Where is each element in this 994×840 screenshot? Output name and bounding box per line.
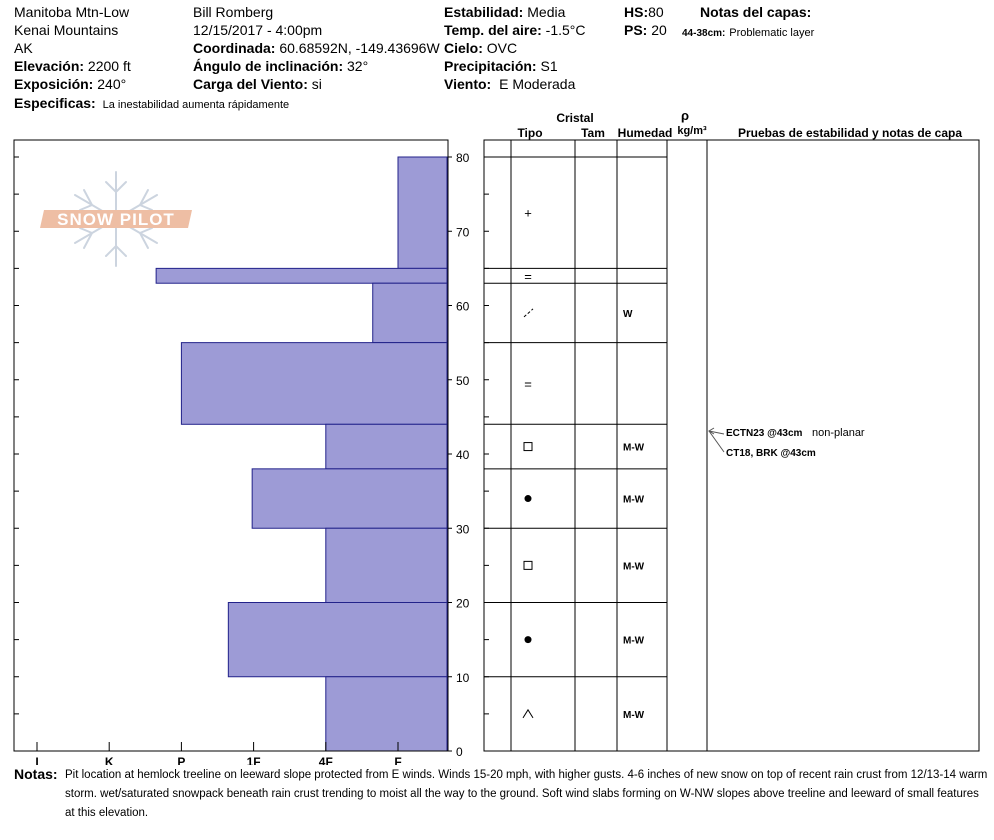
notes-label: Notas:	[14, 766, 58, 782]
exposure-value: 240°	[97, 76, 127, 92]
moisture-label: W	[623, 308, 633, 320]
ps-value: 20	[651, 22, 667, 38]
hs-label: HS:	[624, 4, 649, 20]
snowpilot-logo	[40, 172, 192, 266]
depth-tick-label: 20	[456, 596, 470, 611]
air-temp-value: -1.5°C	[545, 22, 586, 38]
stability-tests	[709, 427, 865, 459]
logo-text: SNOW PILOT	[57, 210, 175, 229]
hardness-tick-label: 4F	[318, 755, 333, 765]
hardness-tick-label: 1F	[246, 755, 261, 765]
hardness-bars	[156, 157, 447, 751]
grain-symbol: +	[524, 205, 532, 221]
moisture-label: M-W	[623, 494, 645, 506]
depth-axis	[448, 151, 470, 759]
faceted-grain-icon	[524, 443, 532, 451]
hardness-tick-label: K	[104, 755, 114, 765]
test-2-name: CT18, BRK @43cm	[726, 448, 816, 459]
hardness-bar	[398, 157, 447, 268]
hardness-chart	[14, 140, 489, 765]
depth-tick-label: 30	[456, 522, 470, 537]
test-1-note: non-planar	[812, 427, 865, 439]
wind-load-value: si	[311, 76, 322, 92]
sky-label: Cielo:	[444, 40, 483, 56]
rounded-grain-icon	[525, 495, 532, 502]
specifics-label: Especificas:	[14, 95, 96, 111]
stability-label: Estabilidad:	[444, 4, 524, 20]
moisture-labels	[623, 309, 645, 721]
elevation-label: Elevación:	[14, 58, 85, 74]
exposure-label: Exposición:	[14, 76, 94, 92]
stability-tests-header: Pruebas de estabilidad y notas de capa	[737, 126, 963, 140]
moisture-label: M-W	[623, 709, 645, 721]
depth-tick-label: 10	[456, 670, 470, 685]
moisture-header: Humedad	[617, 126, 673, 140]
depth-hoar-icon	[523, 710, 533, 718]
layer-note-text: Problematic layer	[729, 27, 815, 39]
size-header: Tam	[581, 126, 605, 140]
location-name: Manitoba Mtn-Low	[14, 4, 130, 20]
grain-symbol: =	[524, 376, 532, 392]
grain-symbol: =	[524, 268, 532, 284]
grain-symbols	[523, 206, 533, 718]
hardness-bar	[373, 283, 447, 342]
wind-value: E Moderada	[499, 76, 576, 92]
hardness-bar	[326, 528, 447, 602]
elevation-value: 2200 ft	[87, 58, 131, 74]
stability-value: Media	[527, 4, 566, 20]
hardness-tick-label: I	[35, 755, 39, 765]
moisture-label: M-W	[623, 635, 645, 647]
wind-load-label: Carga del Viento:	[193, 76, 308, 92]
moisture-label: M-W	[623, 561, 645, 573]
angle-value: 32°	[347, 58, 369, 74]
hs-value: 80	[648, 4, 664, 20]
layer-notes-title: Notas del capas:	[700, 4, 812, 20]
depth-tick-label: 40	[456, 448, 470, 462]
angle-label: Ángulo de inclinación:	[193, 58, 344, 74]
depth-tick-label: 60	[456, 299, 470, 314]
columns-frame	[484, 140, 979, 751]
notes-text: Pit location at hemlock treeline on leeward slope protected from E winds. Winds 15-20 mph, with higher gusts. 4-6 inches of new snow on top of recent rain crust from 12/13-14 warm storm. wet/saturated snowpack beneath rain crust trending to moist all the way to the ground. Soft wind slabs forming on W-NW slopes above treeline and leeward of small features at this elevation.	[65, 769, 988, 819]
air-temp-label: Temp. del aire:	[444, 22, 542, 38]
coord-value: 60.68592N, -149.43696W	[279, 40, 440, 56]
observation-datetime: 12/15/2017 - 4:00pm	[193, 22, 323, 38]
rounded-grain-icon	[525, 636, 532, 643]
ps-label: PS:	[624, 22, 648, 38]
hardness-bar	[181, 343, 447, 425]
layer-note-range: 44-38cm:	[682, 28, 726, 39]
hardness-bar	[326, 424, 447, 469]
test-1-name: ECTN23 @43cm	[726, 428, 803, 439]
density-symbol: ρ	[680, 108, 690, 123]
test-pointer	[709, 431, 724, 452]
faceted-grain-icon	[524, 561, 532, 569]
depth-tick-label: 80	[456, 151, 470, 165]
hardness-tick-label: F	[394, 755, 402, 765]
observer-name: Bill Romberg	[193, 4, 274, 20]
crystal-header: Cristal	[556, 111, 594, 125]
state: AK	[14, 40, 33, 56]
coord-label: Coordinada:	[193, 40, 276, 56]
hardness-tick-label: P	[177, 755, 186, 765]
depth-tick-label: 0	[456, 745, 463, 759]
mountain-range: Kenai Mountains	[14, 22, 119, 38]
specifics-value: La inestabilidad aumenta rápidamente	[102, 99, 290, 111]
hardness-bar	[326, 677, 447, 751]
decomposing-grain-icon	[524, 309, 533, 317]
type-header: Tipo	[517, 126, 543, 140]
precip-label: Precipitación:	[444, 58, 537, 74]
moisture-label: M-W	[623, 442, 645, 454]
density-unit: kg/m³	[677, 125, 707, 137]
precip-value: S1	[540, 58, 558, 74]
hardness-bar	[252, 469, 447, 528]
sky-value: OVC	[486, 40, 518, 56]
hardness-bar	[228, 603, 447, 677]
hardness-bar	[156, 268, 447, 283]
layer-columns	[484, 140, 979, 751]
depth-tick-label: 50	[456, 373, 470, 388]
wind-label: Viento:	[444, 76, 492, 92]
depth-tick-label: 70	[456, 225, 470, 240]
